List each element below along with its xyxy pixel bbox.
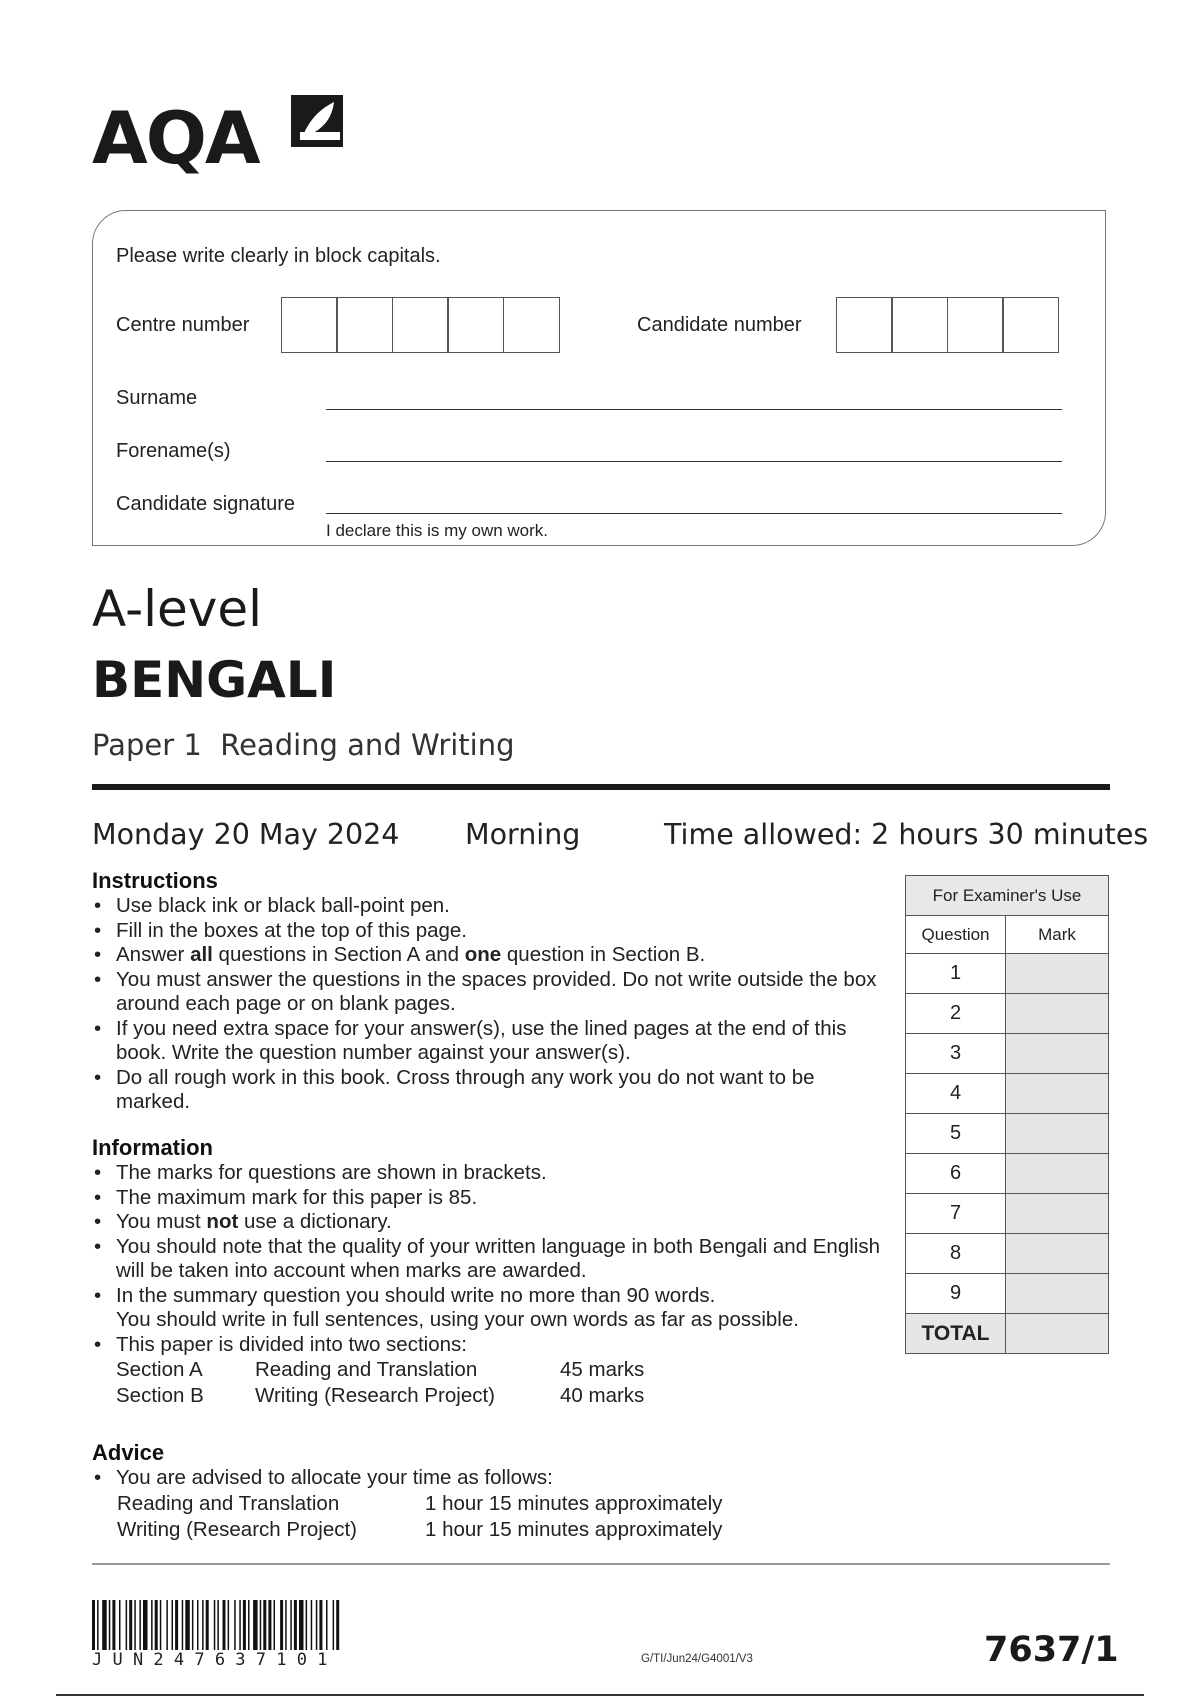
- footer-divider: [92, 1563, 1110, 1565]
- instruction-item: • You must answer the questions in the spaces provided. Do not write outside the box around each page or on blank pages.: [92, 968, 892, 1017]
- instructions-heading: Instructions: [92, 868, 218, 893]
- mark-cell[interactable]: [1006, 1074, 1109, 1114]
- instruction-item: • Fill in the boxes at the top of this page.: [92, 919, 892, 944]
- examiner-table-heading: For Examiner's Use: [906, 876, 1109, 916]
- allocation-row: Writing (Research Project) 1 hour 15 minutes approximately: [117, 1517, 723, 1541]
- title-divider: [92, 784, 1110, 790]
- information-item: • You should note that the quality of your written language in both Bengali and English will be taken into account when marks are awarded.: [92, 1235, 892, 1284]
- exam-date: Monday 20 May 2024: [92, 818, 400, 851]
- instruction-item: • If you need extra space for your answer(s), use the lined pages at the end of this book. Write the question number against your answer(s).: [92, 1017, 892, 1066]
- mark-column-header: Mark: [1006, 916, 1109, 954]
- declaration-text: I declare this is my own work.: [326, 521, 549, 540]
- mark-cell[interactable]: [1006, 1194, 1109, 1234]
- instruction-item: • Use black ink or black ball-point pen.: [92, 894, 892, 919]
- centre-number-label: Centre number: [116, 314, 250, 336]
- qualification-level: A-level: [92, 580, 263, 638]
- sections-table: [92, 1357, 892, 1409]
- allocation-row: Reading and Translation 1 hour 15 minutes approximately: [117, 1491, 723, 1515]
- instruction-item: • Do all rough work in this book. Cross through any work you do not want to be marked.: [92, 1066, 836, 1115]
- subject-title: BENGALI: [92, 651, 337, 709]
- page-bottom-rule: [56, 1694, 1144, 1696]
- information-heading: Information: [92, 1135, 213, 1160]
- candidate-digit-box[interactable]: [1002, 297, 1059, 353]
- information-item: • The maximum mark for this paper is 85.: [92, 1186, 892, 1211]
- centre-digit-box[interactable]: [281, 297, 338, 353]
- centre-digit-box[interactable]: [503, 297, 560, 353]
- question-number: 7: [906, 1194, 1006, 1234]
- time-allocation: [92, 1491, 892, 1543]
- total-mark-cell[interactable]: [1006, 1314, 1109, 1354]
- mark-cell[interactable]: [1006, 1034, 1109, 1074]
- advice-item: • You are advised to allocate your time as follows:: [92, 1466, 892, 1491]
- question-number: 9: [906, 1274, 1006, 1314]
- instructions-section: [92, 868, 892, 1115]
- candidate-digit-box[interactable]: [836, 297, 893, 353]
- section-row: Section A Reading and Translation 45 marks: [116, 1358, 645, 1381]
- centre-digit-box[interactable]: [447, 297, 504, 353]
- information-section: [92, 1135, 892, 1409]
- summary-note: You should write in full sentences, using your own words as far as possible.: [116, 1308, 799, 1331]
- signature-line[interactable]: [326, 513, 1062, 514]
- block-capitals-instruction: Please write clearly in block capitals.: [116, 245, 441, 267]
- mark-cell[interactable]: [1006, 954, 1109, 994]
- aqa-logo: [92, 88, 362, 183]
- question-number: 5: [906, 1114, 1006, 1154]
- candidate-digit-box[interactable]: [947, 297, 1004, 353]
- signature-label: Candidate signature: [116, 493, 296, 515]
- paper-title: Paper 1 Reading and Writing: [92, 728, 515, 762]
- total-label: TOTAL: [906, 1314, 1006, 1354]
- mark-cell[interactable]: [1006, 1234, 1109, 1274]
- question-number: 1: [906, 954, 1006, 994]
- paper-reference: G/TI/Jun24/G4001/V3: [641, 1653, 753, 1665]
- candidate-digit-box[interactable]: [891, 297, 948, 353]
- time-allowed: Time allowed: 2 hours 30 minutes: [664, 818, 1149, 851]
- exam-session: Morning: [465, 818, 581, 851]
- question-column-header: Question: [906, 916, 1006, 954]
- question-number: 3: [906, 1034, 1006, 1074]
- paper-code: 7637/1: [984, 1630, 1119, 1670]
- centre-digit-box[interactable]: [392, 297, 449, 353]
- information-item: • The marks for questions are shown in brackets.: [92, 1161, 892, 1186]
- logo-mark-icon: [288, 92, 346, 150]
- information-item: • In the summary question you should write no more than 90 words. You should write in full sentences, using your own words as far as possible.: [92, 1284, 892, 1333]
- forename-label: Forename(s): [116, 440, 231, 462]
- examiner-use-table: [905, 875, 1109, 1354]
- section-row: Section B Writing (Research Project) 40 marks: [116, 1384, 645, 1407]
- surname-line[interactable]: [326, 409, 1062, 410]
- surname-label: Surname: [116, 387, 198, 409]
- centre-digit-box[interactable]: [336, 297, 393, 353]
- instruction-item: • Answer all questions in Section A and one question in Section B.: [92, 943, 892, 968]
- question-number: 8: [906, 1234, 1006, 1274]
- advice-heading: Advice: [92, 1440, 165, 1465]
- question-number: 6: [906, 1154, 1006, 1194]
- mark-cell[interactable]: [1006, 1154, 1109, 1194]
- candidate-number-label: Candidate number: [637, 314, 802, 336]
- forename-line[interactable]: [326, 461, 1062, 462]
- mark-cell[interactable]: [1006, 994, 1109, 1034]
- mark-cell[interactable]: [1006, 1274, 1109, 1314]
- logo-text: AQA: [92, 96, 259, 180]
- question-number: 4: [906, 1074, 1006, 1114]
- question-number: 2: [906, 994, 1006, 1034]
- barcode-text: J U N 2 4 7 6 3 7 1 0 1: [92, 1650, 328, 1670]
- candidate-number-boxes[interactable]: [837, 297, 1059, 353]
- advice-section: [92, 1440, 892, 1543]
- mark-cell[interactable]: [1006, 1114, 1109, 1154]
- centre-number-boxes[interactable]: [282, 297, 560, 353]
- information-item: • This paper is divided into two sections:: [92, 1333, 892, 1358]
- barcode-icon: [92, 1600, 476, 1650]
- information-item: • You must not use a dictionary.: [92, 1210, 892, 1235]
